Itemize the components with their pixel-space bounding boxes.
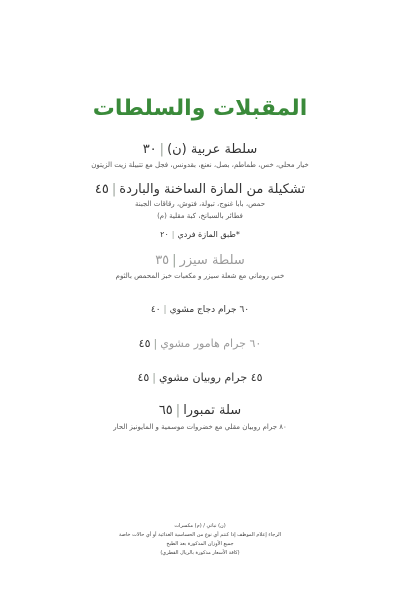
separator: | — [152, 371, 157, 384]
item-price: ٤٥ — [138, 337, 151, 350]
menu-item-tempura-basket — [0, 403, 400, 418]
item-name: ٤٥ جرام روبيان مشوي — [159, 371, 263, 384]
separator: | — [159, 142, 165, 157]
separator: | — [163, 305, 167, 315]
footer-legend: (ن) نباتي / (م) مكسرات — [174, 523, 226, 529]
item-description: خيار محلي، خس، طماطم، بصل، نعنع، بقدونس، فجل مع تتبيلة زيت الزيتون — [91, 161, 309, 169]
separator: | — [175, 403, 181, 418]
item-price: ٦٥ — [158, 403, 173, 418]
footer-weights-note: جميع الأوزان المذكورة بعد الطبخ — [166, 541, 234, 547]
separator: | — [171, 230, 175, 239]
menu-item-grilled-hammour — [0, 337, 400, 350]
menu-item-caesar-salad — [0, 253, 400, 268]
item-name: تشكيلة من المازة الساخنة والباردة — [119, 182, 306, 197]
menu-item-arabic-salad — [0, 142, 400, 157]
menu-item-grilled-chicken — [0, 305, 400, 315]
item-description-line: حمص، بابا غنوج، تبولة، فتوش، رقاقات الجبنة — [134, 200, 266, 208]
menu-item-mezza-selection — [0, 182, 400, 197]
footer-currency-note: (كافة الأسعار مذكورة بالريال القطري) — [160, 550, 240, 556]
separator: | — [153, 337, 158, 350]
item-price: ٣٥ — [155, 253, 170, 268]
item-price: ٣٠ — [142, 142, 157, 157]
item-price: ٤٥ — [94, 182, 109, 197]
item-name: سلطة سيزر — [179, 253, 245, 268]
item-price: ٤٠ — [150, 305, 161, 315]
footer-allergy-note: الرجاء إعلام الموظف إذا كنتم أي نوع من الحساسية الغذائية أو أي حالات خاصة — [118, 532, 281, 538]
item-name: سلطة عربية (ن) — [167, 142, 258, 157]
separator: | — [172, 253, 177, 268]
item-price: ٤٥ — [137, 371, 150, 384]
item-name: ٦٠ جرام هامور مشوي — [160, 337, 262, 350]
separator: | — [111, 182, 117, 197]
menu-item-grilled-shrimp — [0, 371, 400, 384]
item-description: ٨٠ جرام روبيان مقلي مع خضروات موسمية و المايونيز الحار — [113, 423, 287, 431]
item-description: خس روماني مع شعلة سيزر و مكعبات خبز المحمص بالثوم — [115, 272, 285, 280]
item-description-line: فطائر بالسبانخ، كبة مقلية (م) — [157, 212, 243, 220]
menu-item-individual-mezza — [0, 230, 400, 239]
page-title: المقبلات والسلطات — [92, 96, 308, 121]
item-name: سلة تمبورا — [183, 403, 242, 418]
item-name: *طبق المازة فردي — [177, 230, 240, 239]
item-name: ٦٠ جرام دجاج مشوي — [169, 305, 250, 315]
item-price: ٢٠ — [160, 230, 169, 239]
